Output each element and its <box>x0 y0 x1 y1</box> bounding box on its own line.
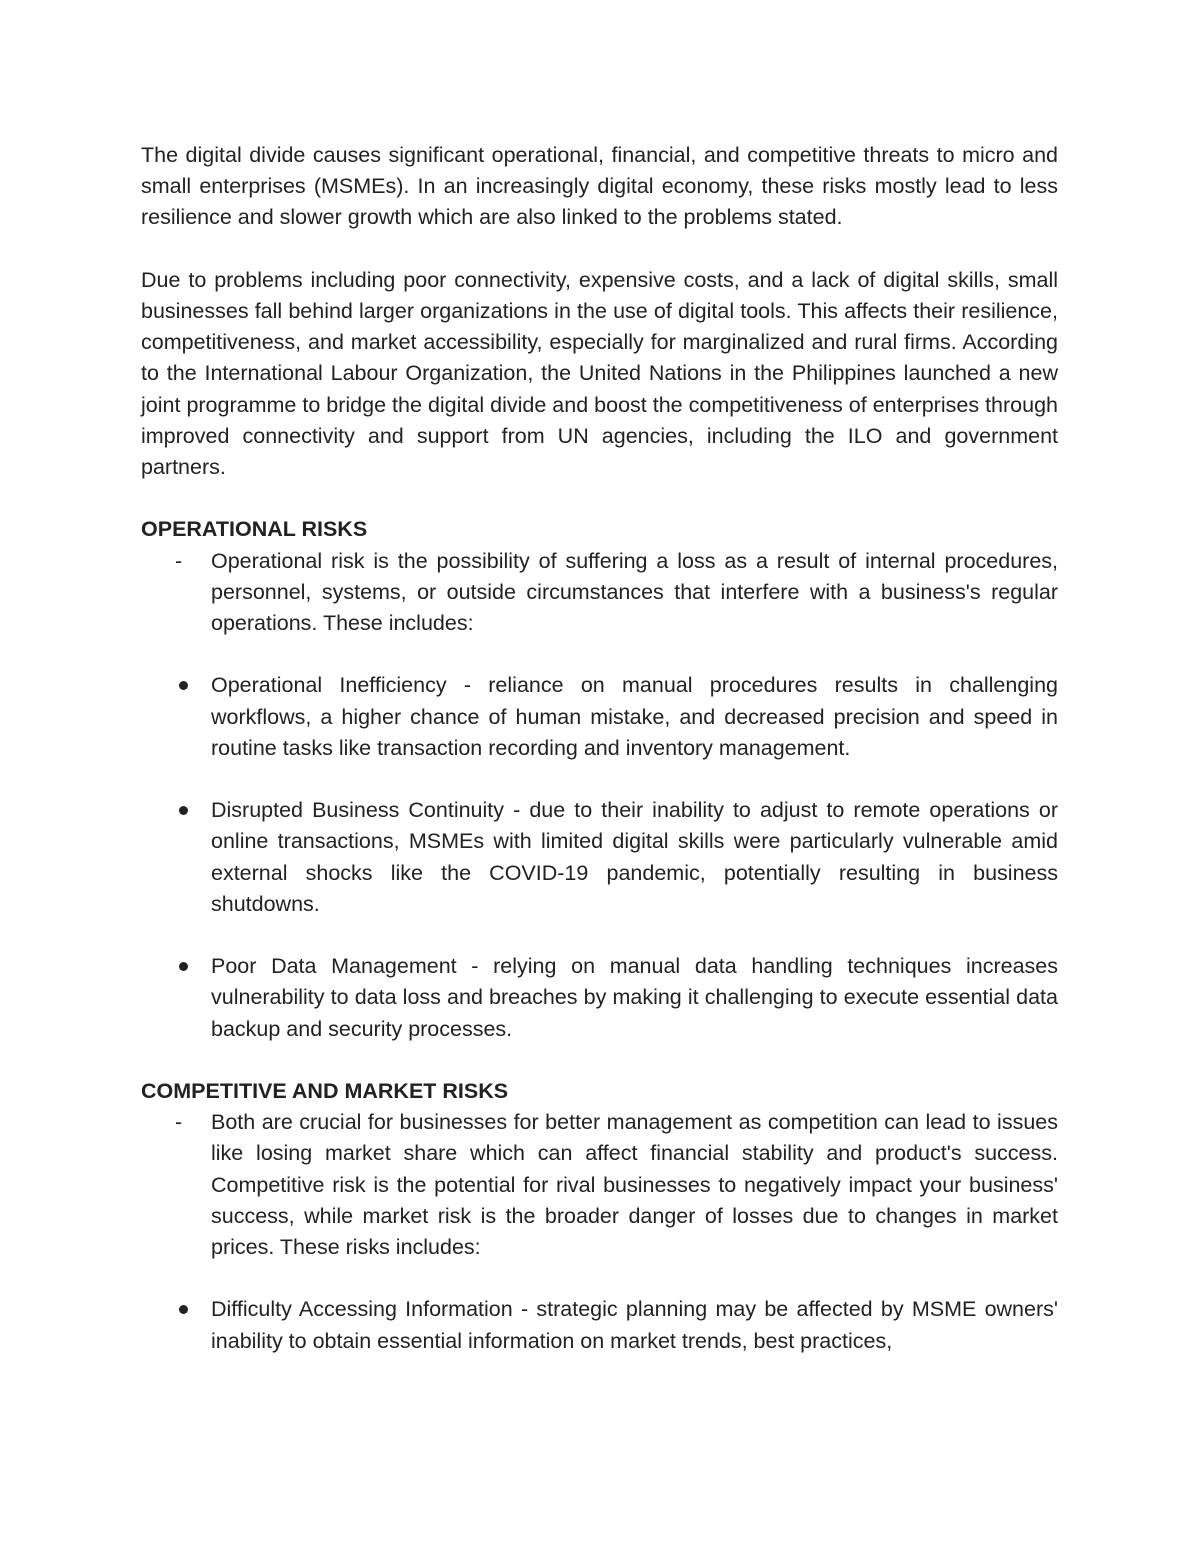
bullet-icon <box>179 681 188 690</box>
operational-definition-text: Operational risk is the possibility of suffering a loss as a result of internal procedures, personnel, systems, or outside circumstances that interfere with a business's regular operations. These includes: <box>211 548 1058 636</box>
dash-marker: - <box>175 548 183 573</box>
operational-risks-definition <box>141 546 1058 640</box>
list-item <box>141 951 1058 1045</box>
list-item-text: Difficulty Accessing Information - strategic planning may be affected by MSME owners' inability to obtain essential information on market trends, best practices, <box>211 1297 1058 1353</box>
competitive-risks-heading: COMPETITIVE AND MARKET RISKS <box>141 1079 509 1103</box>
bullet-icon <box>179 1305 188 1314</box>
bullet-icon <box>179 806 188 815</box>
dash-marker: - <box>175 1110 183 1135</box>
list-item-text: Poor Data Management - relying on manual data handling techniques increases vulnerability to data loss and breaches by making it challenging to execute essential data backup and security processes. <box>211 954 1058 1041</box>
list-item <box>141 1294 1058 1356</box>
document-page <box>141 140 1058 1357</box>
list-item-text: Operational Inefficiency - reliance on manual procedures results in challenging workflows, a higher chance of human mistake, and decreased precision and speed in routine tasks like transaction recording and inventory management. <box>211 673 1058 760</box>
operational-risks-heading: OPERATIONAL RISKS <box>141 517 368 542</box>
intro-paragraph-2: Due to problems including poor connectivity, expensive costs, and a lack of digital skills, small businesses fall behind larger organizations in the use of digital tools. This affects their resilience, competitiveness, and market accessibility, especially for marginalized and rural firms. According to the International Labour Organization, the United Nations in the Philippines launched a new joint programme to bridge the digital divide and boost the competitiveness of enterprises through improved connectivity and support from UN agencies, including the ILO and government partners. <box>141 267 1058 480</box>
competitive-risks-definition <box>141 1107 1058 1263</box>
intro-paragraph-1: The digital divide causes significant operational, financial, and competitive threats to micro and small enterprises (MSMEs). In an increasingly digital economy, these risks mostly lead to less resilience and slower growth which are also linked to the problems stated. <box>141 143 1058 230</box>
list-item-text: Disrupted Business Continuity - due to their inability to adjust to remote operations or online transactions, MSMEs with limited digital skills were particularly vulnerable amid external shocks like the COVID-19 pandemic, potentially resulting in business shutdowns. <box>211 798 1058 916</box>
bullet-icon <box>179 962 188 971</box>
list-item <box>141 670 1058 764</box>
competitive-definition-text: Both are crucial for businesses for better management as competition can lead to issues like losing market share which can affect financial stability and product's success. Competitive risk is the potential for rival businesses to negatively impact your business' success, while market risk is the broader danger of losses due to changes in market prices. These risks includes: <box>211 1110 1058 1260</box>
list-item <box>141 795 1058 920</box>
